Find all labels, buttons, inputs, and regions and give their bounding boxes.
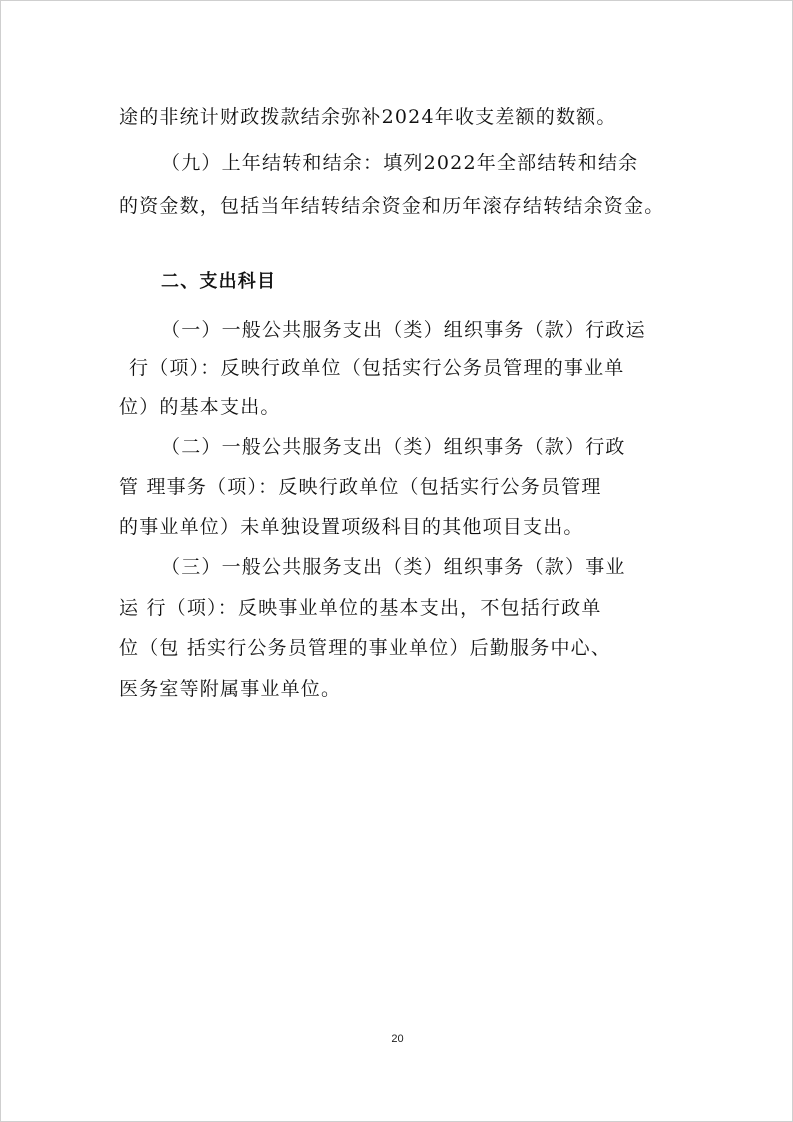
- text-line: 管 理事务（项）：反映行政单位（包括实行公务员管理: [119, 476, 602, 498]
- text-line: （一）一般公共服务支出（类）组织事务（款）行政运: [161, 319, 646, 341]
- text-line: 的资金数，包括当年结转结余资金和历年滚存结转结余资金。: [119, 195, 665, 217]
- text-line: 位）的基本支出。: [119, 396, 281, 418]
- text-line: 医务室等附属事业单位。: [119, 678, 342, 700]
- text-line: （九）上年结转和结余：填列2022年全部结转和结余: [161, 152, 639, 174]
- text-line: 途的非统计财政拨款结余弥补2024年收支差额的数额。: [119, 106, 617, 128]
- section-heading: 二、支出科目: [161, 271, 277, 292]
- text-line: 行（项）：反映行政单位（包括实行公务员管理的事业单: [129, 357, 625, 379]
- text-line: （二）一般公共服务支出（类）组织事务（款）行政: [161, 436, 626, 458]
- text-line: 的事业单位）未单独设置项级科目的其他项目支出。: [119, 516, 584, 538]
- text-line: （三）一般公共服务支出（类）组织事务（款）事业: [161, 556, 626, 578]
- text-line: 位（包 括实行公务员管理的事业单位）后勤服务中心、: [119, 637, 612, 659]
- text-line: 运 行（项）：反映事业单位的基本支出，不包括行政单: [119, 597, 602, 619]
- page-number: 20: [391, 1033, 404, 1045]
